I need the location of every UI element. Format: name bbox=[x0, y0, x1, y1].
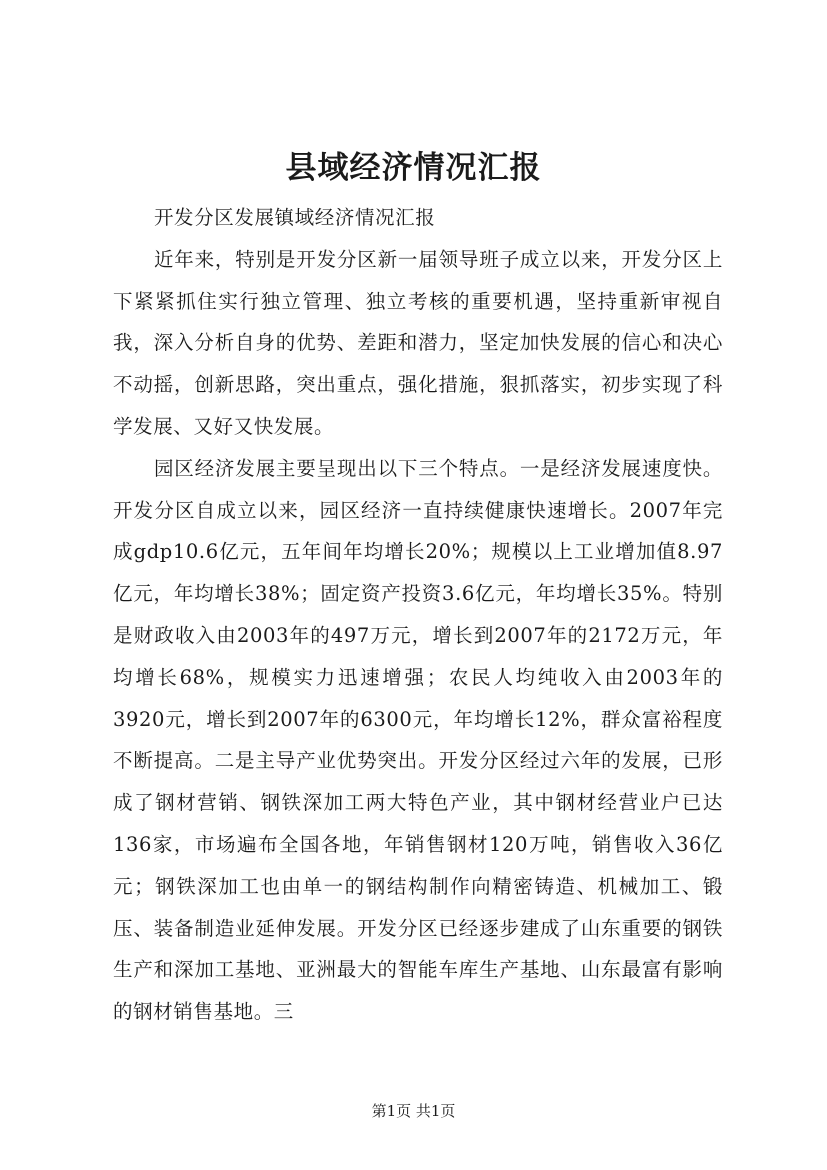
page-footer: 第1页 共1页 bbox=[371, 1102, 456, 1120]
document-body bbox=[113, 197, 723, 1033]
paragraph-features: 园区经济发展主要呈现出以下三个特点。一是经济发展速度快。开发分区自成立以来，园区经济一直持续健康快速增长。2007年完成gdp10.6亿元，五年间年均增长20%；规模以上工业增加值8.97亿元，年均增长38%；固定资产投资3.6亿元，年均增长35%。特别是财政收入由2003年的497万元，增长到2007年的2172万元，年均增长68%，规模实力迅速增强；农民人均纯收入由2003年的3920元，增长到2007年的6300元，年均增长12%，群众富裕程度不断提高。二是主导产业优势突出。开发分区经过六年的发展，已形成了钢材营销、钢铁深加工两大特色产业，其中钢材经营业户已达136家，市场遍布全国各地，年销售钢材120万吨，销售收入36亿元；钢铁深加工也由单一的钢结构制作向精密铸造、机械加工、锻压、装备制造业延伸发展。开发分区已经逐步建成了山东重要的钢铁生产和深加工基地、亚洲最大的智能车库生产基地、山东最富有影响的钢材销售基地。三 bbox=[113, 456, 723, 1024]
paragraph-subtitle: 开发分区发展镇域经济情况汇报 bbox=[153, 206, 436, 229]
document-title: 县域经济情况汇报 bbox=[285, 150, 542, 186]
paragraph-intro: 近年来，特别是开发分区新一届领导班子成立以来，开发分区上下紧紧抓住实行独立管理、独立考核的重要机遇，坚持重新审视自我，深入分析自身的优势、差距和潜力，坚定加快发展的信心和决心不动摇，创新思路，突出重点，强化措施，狠抓落实，初步实现了科学发展、又好又快发展。 bbox=[113, 247, 723, 438]
